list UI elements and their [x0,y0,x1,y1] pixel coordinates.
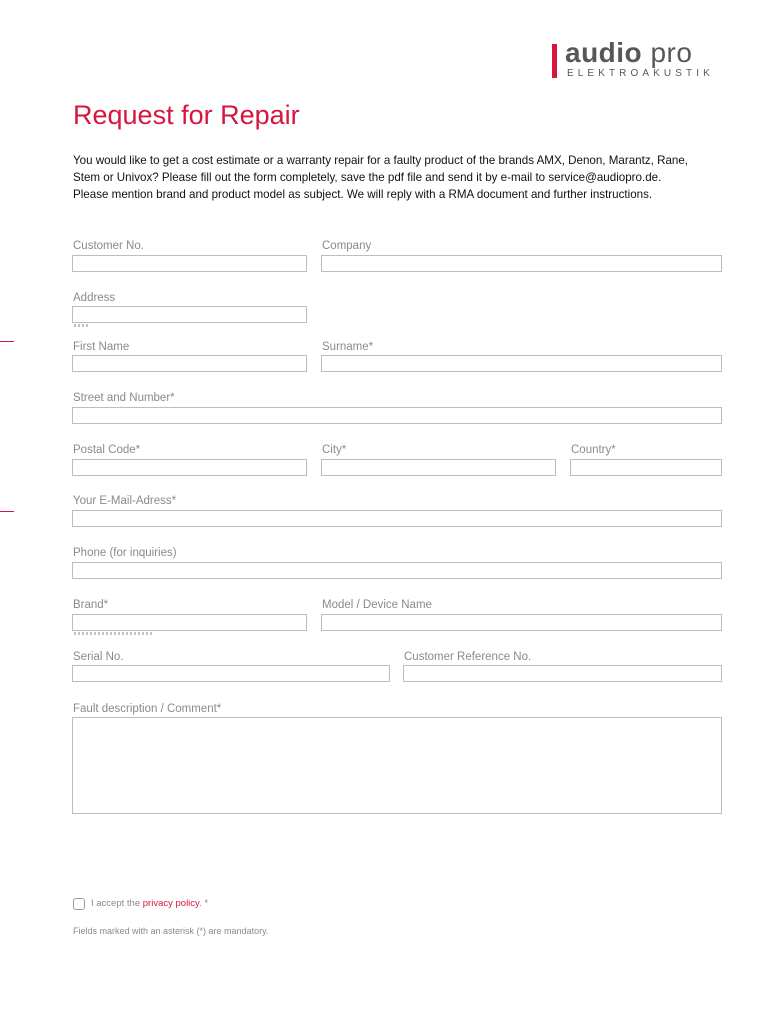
brand-overflow-text [74,632,152,635]
phone-field[interactable] [72,562,722,579]
country-field[interactable] [570,459,722,476]
logo-accent-bar [552,44,557,78]
surname-label: Surname* [322,341,374,353]
logo-wordmark: audio pro [565,37,693,68]
serial-field[interactable] [72,665,390,682]
address-label: Address [73,292,116,304]
privacy-text-after: . * [199,898,209,909]
privacy-checkbox[interactable] [73,898,85,910]
street-label: Street and Number* [73,392,175,404]
mandatory-note: Fields marked with an asterisk (*) are mandatory. [73,926,269,936]
customer-no-field[interactable] [72,255,307,272]
fold-mark-bottom [0,511,14,512]
first-name-field[interactable] [72,355,307,372]
model-field[interactable] [321,614,722,631]
street-field[interactable] [72,407,722,424]
address-overflow-text [74,324,88,327]
postal-code-field[interactable] [72,459,307,476]
first-name-label: First Name [73,341,130,353]
phone-label: Phone (for inquiries) [73,547,177,559]
audio-pro-logo [552,37,727,80]
email-label: Your E-Mail-Adress* [73,495,177,507]
fold-mark-top [0,341,14,342]
serial-label: Serial No. [73,651,124,663]
customer-no-label: Customer No. [73,240,144,252]
email-field[interactable] [72,510,722,527]
city-label: City* [322,444,347,456]
address-select[interactable] [72,306,307,323]
fault-description-textarea[interactable] [72,717,722,814]
company-field[interactable] [321,255,722,272]
country-label: Country* [571,444,616,456]
city-field[interactable] [321,459,556,476]
privacy-accept-text [91,898,208,909]
brand-label: Brand* [73,599,109,611]
page-title: Request for Repair [73,100,300,130]
intro-line-1: You would like to get a cost estimate or a warranty repair for a faulty product of the brands AMX, Denon, Marantz, Rane, [73,154,689,167]
customer-ref-label: Customer Reference No. [404,651,532,663]
privacy-text-before: I accept the [91,898,143,909]
customer-ref-field[interactable] [403,665,722,682]
postal-code-label: Postal Code* [73,444,141,456]
logo-subtitle: ELEKTROAKUSTIK [567,68,714,79]
intro-text [73,152,733,203]
model-label: Model / Device Name [322,599,432,611]
intro-line-2: Stem or Univox? Please fill out the form completely, save the pdf file and send it by e-mail to service@audiopro.de. [73,171,662,184]
privacy-policy-link[interactable]: privacy policy [142,898,200,909]
company-label: Company [322,240,372,252]
brand-select[interactable] [72,614,307,631]
intro-line-3: Please mention brand and product model as subject. We will reply with a RMA document and further instructions. [73,188,653,201]
surname-field[interactable] [321,355,722,372]
fault-label: Fault description / Comment* [73,703,222,715]
